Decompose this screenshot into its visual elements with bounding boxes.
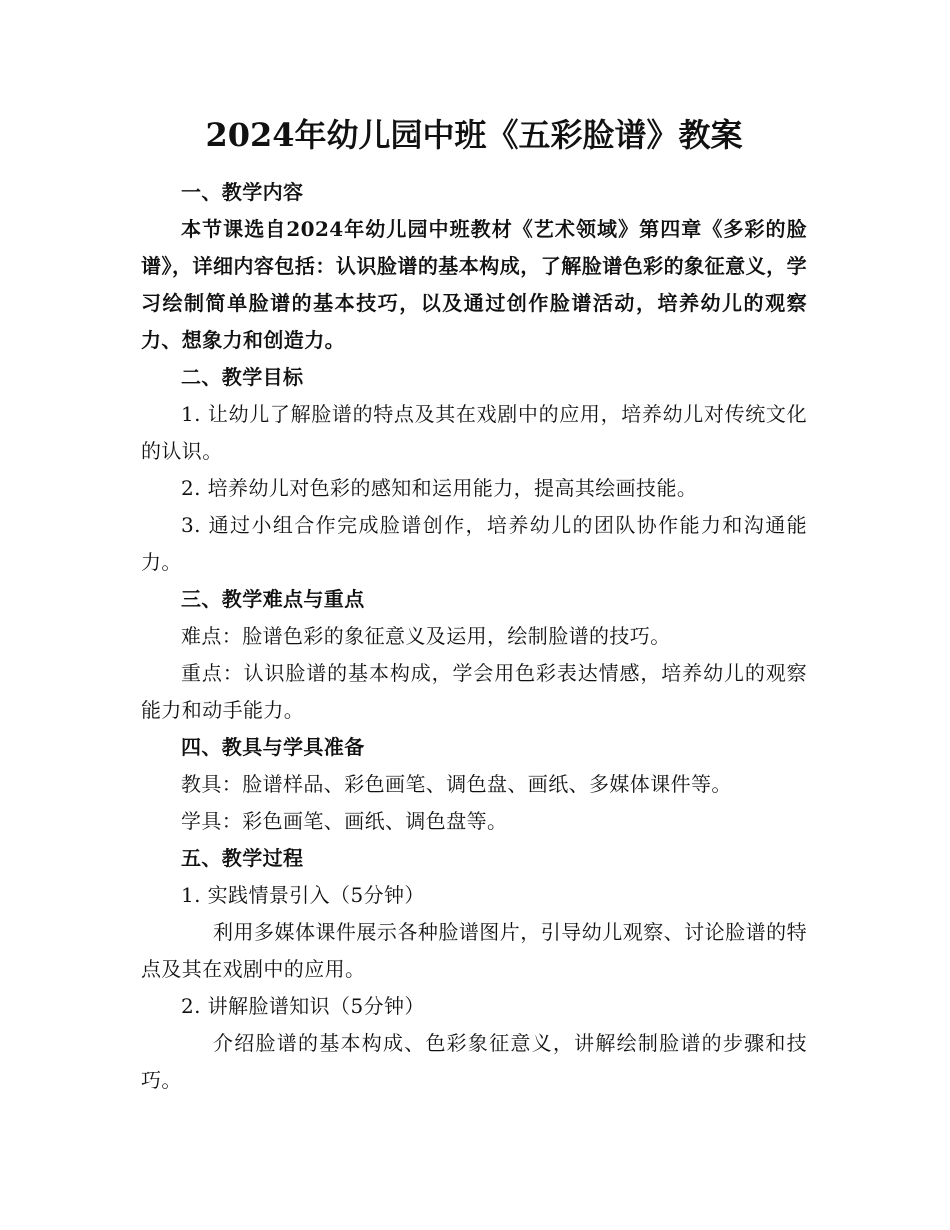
difficulty-text: 难点：脸谱色彩的象征意义及运用，绘制脸谱的技巧。 — [181, 624, 671, 648]
student-tools-text: 学具：彩色画笔、画纸、调色盘等。 — [181, 809, 508, 833]
teacher-tools-text: 教具：脸谱样品、彩色画笔、调色盘、画纸、多媒体课件等。 — [181, 772, 732, 796]
goal-item-3: 3. 通过小组合作完成脸谱创作，培养幼儿的团队协作能力和沟通能力。 — [141, 513, 807, 574]
process-step-2-body: 介绍脸谱的基本构成、色彩象征意义，讲解绘制脸谱的步骤和技巧。 — [141, 1031, 807, 1092]
section-heading-tools: 四、教具与学具准备 — [181, 735, 365, 759]
section-heading-process: 五、教学过程 — [181, 846, 304, 870]
section-heading-key-points: 三、教学难点与重点 — [181, 587, 365, 611]
process-step-1-title: 1. 实践情景引入（5分钟） — [181, 883, 425, 907]
document-title: 2024年幼儿园中班《五彩脸谱》教案 — [205, 116, 743, 154]
goal-item-2: 2. 培养幼儿对色彩的感知和运用能力，提高其绘画技能。 — [181, 476, 698, 500]
section-heading-goals: 二、教学目标 — [181, 365, 304, 389]
process-step-1-body: 利用多媒体课件展示各种脸谱图片，引导幼儿观察、讨论脸谱的特点及其在戏剧中的应用。 — [141, 920, 807, 981]
goal-item-1: 1. 让幼儿了解脸谱的特点及其在戏剧中的应用，培养幼儿对传统文化的认识。 — [141, 402, 807, 463]
process-step-2-title: 2. 讲解脸谱知识（5分钟） — [181, 994, 425, 1018]
section-body-content: 本节课选自2024年幼儿园中班教材《艺术领域》第四章《多彩的脸谱》，详细内容包括：认识脸谱的基本构成，了解脸谱色彩的象征意义，学习绘制简单脸谱的基本技巧，以及通过创作脸谱活动，培养幼儿的观察力、想象力和创造力。 — [141, 217, 807, 352]
section-heading-content: 一、教学内容 — [181, 180, 304, 204]
document-content — [141, 108, 807, 1099]
key-point-text: 重点：认识脸谱的基本构成，学会用色彩表达情感，培养幼儿的观察能力和动手能力。 — [141, 661, 807, 722]
